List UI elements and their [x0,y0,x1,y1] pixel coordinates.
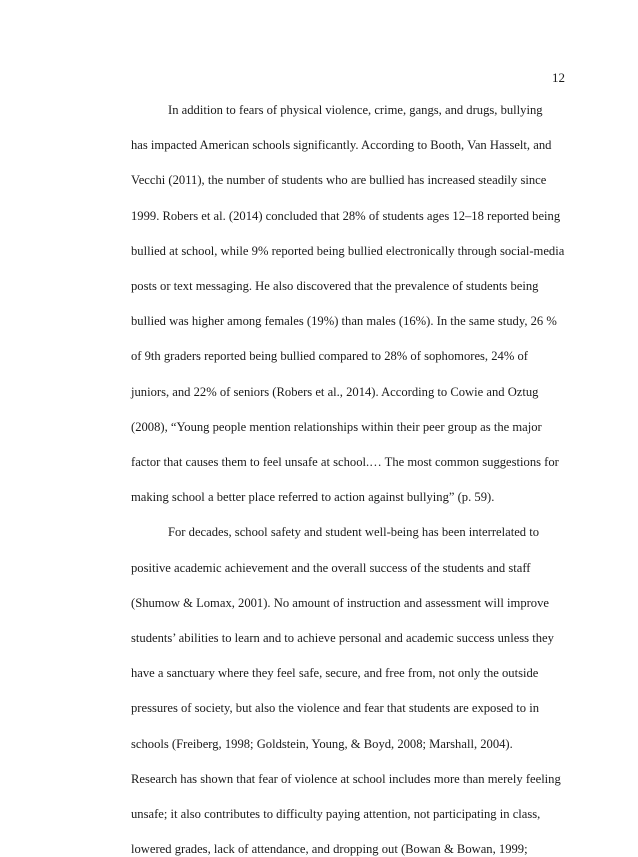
text-line: bullied was higher among females (19%) than males (16%). In the same study, 26 % [131,314,557,329]
text-line: In addition to fears of physical violence, crime, gangs, and drugs, bullying [168,103,543,117]
text-line: (2008), “Young people mention relationships within their peer group as the major [131,419,542,434]
text-line: students’ abilities to learn and to achieve personal and academic success unless they [131,631,554,645]
text-line: schools (Freiberg, 1998; Goldstein, Young, & Boyd, 2008; Marshall, 2004). [131,736,513,751]
page-number: 12 [552,70,565,85]
text-line: lowered grades, lack of attendance, and dropping out (Bowan & Bowan, 1999; [131,842,528,857]
text-line: 1999. Robers et al. (2014) concluded that 28% of students ages 12–18 reported being [131,208,561,223]
text-line: For decades, school safety and student well-being has been interrelated to [168,525,540,540]
text-line: unsafe; it also contributes to difficulty paying attention, not participating in class, [131,807,541,821]
text-line: bullied at school, while 9% reported being bullied electronically through social-media [131,243,565,258]
text-line: (Shumow & Lomax, 2001). No amount of instruction and assessment will improve [131,595,549,610]
text-line: posts or text messaging. He also discovered that the prevalence of students being [131,279,539,293]
text-line: making school a better place referred to action against bullying” (p. 59). [131,490,495,505]
text-line: factor that causes them to feel unsafe at school.… The most common suggestions for [131,455,559,469]
text-line: positive academic achievement and the overall success of the students and staff [131,560,531,575]
text-line: of 9th graders reported being bullied compared to 28% of sophomores, 24% of [131,349,528,364]
text-line: Research has shown that fear of violence at school includes more than merely feeling [131,771,561,786]
text-line: Vecchi (2011), the number of students who are bullied has increased steadily since [131,173,547,188]
text-line: juniors, and 22% of seniors (Robers et al., 2014). According to Cowie and Oztug [131,384,539,399]
text-line: has impacted American schools significantly. According to Booth, Van Hasselt, and [131,138,552,153]
text-line: have a sanctuary where they feel safe, secure, and free from, not only the outside [131,666,539,681]
text-line: pressures of society, but also the violence and fear that students are exposed to in [131,701,540,716]
